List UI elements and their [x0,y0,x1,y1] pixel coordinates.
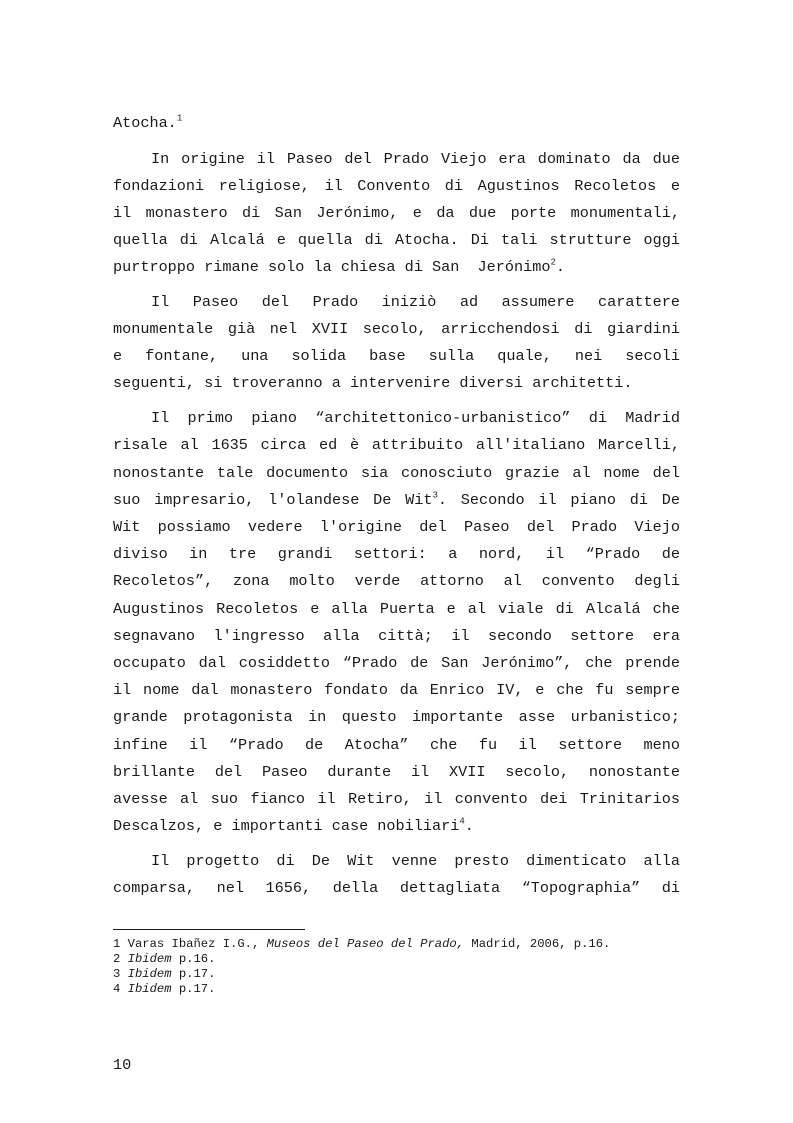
footnote: 4 Ibidem p.17. [113,982,216,996]
text-line: grande protagonista in questo importante asse urbanistico; [113,708,680,726]
footnote-separator [113,929,305,930]
text-line: e fontane, una solida base sulla quale, nei secoli [113,347,680,365]
text-line: brillante del Paseo durante il XVII secolo, nonostante [113,763,680,781]
text-line: Il primo piano “architettonico-urbanistico” di Madrid [151,409,680,427]
text-line: occupato dal cosiddetto “Prado de San Jerónimo”, che prende [113,654,680,672]
text-line: fondazioni religiose, il Convento di Agustinos Recoletos e [113,177,680,195]
footnote: 3 Ibidem p.17. [113,967,216,981]
footnote: 2 Ibidem p.16. [113,952,216,966]
text-line: Il Paseo del Prado iniziò ad assumere carattere [151,293,680,311]
text-line: infine il “Prado de Atocha” che fu il settore meno [113,736,680,754]
text-line: comparsa, nel 1656, della dettagliata “Topographia” di [113,879,680,897]
text-line: diviso in tre grandi settori: a nord, il “Prado de [113,545,680,563]
text-line: Recoletos”, zona molto verde attorno al convento degli [113,572,680,590]
text-line: risale al 1635 circa ed è attribuito all'italiano Marcelli, [113,436,680,454]
text-line: quella di Alcalá e quella di Atocha. Di tali strutture oggi [113,231,680,249]
text-line: Atocha.$^1$ [113,113,183,132]
text-line: Descalzos, e importanti case nobiliari$^4$. [113,816,474,835]
text-line: Il progetto di De Wit venne presto dimenticato alla [151,852,680,870]
text-line: nonostante tale documento sia conosciuto grazie al nome del [113,464,680,482]
footnote: 1 Varas Ibañez I.G., Museos del Paseo del Prado, Madrid, 2006, p.16. [113,937,611,951]
text-line: Wit possiamo vedere l'origine del Paseo del Prado Viejo [113,518,680,536]
text-line: Augustinos Recoletos e alla Puerta e al viale di Alcalá che [113,600,680,618]
text-line: monumentale già nel XVII secolo, arricchendosi di giardini [113,320,680,338]
text-line: seguenti, si troveranno a intervenire diversi architetti. [113,374,633,392]
text-line: In origine il Paseo del Prado Viejo era dominato da due [151,150,680,168]
text-line: avesse al suo fianco il Retiro, il convento dei Trinitarios [113,790,680,808]
page-number: 10 [113,1056,132,1074]
text-line: il monastero di San Jerónimo, e da due porte monumentali, [113,204,680,222]
text-line: purtroppo rimane solo la chiesa di San Jerónimo$^2$. [113,257,566,276]
text-line: segnavano l'ingresso alla città; il secondo settore era [113,627,680,645]
text-line: suo impresario, l'olandese De Wit$^3$. Secondo il piano di De [113,490,680,509]
text-line: il nome dal monastero fondato da Enrico IV, e che fu sempre [113,681,680,699]
